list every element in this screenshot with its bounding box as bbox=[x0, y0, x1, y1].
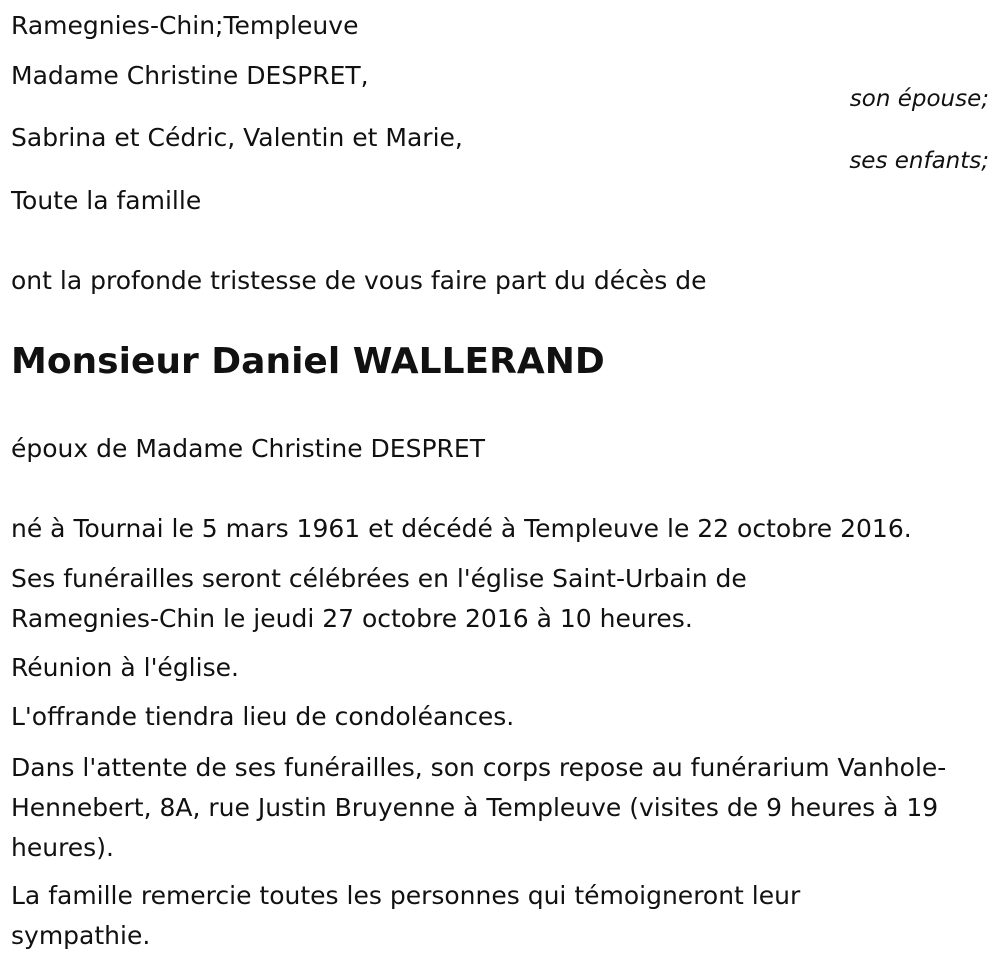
family-member-name: Madame Christine DESPRET, bbox=[11, 61, 369, 90]
offering-line: L'offrande tiendra lieu de condoléances. bbox=[11, 702, 515, 731]
viewing-paragraph: Dans l'attente de ses funérailles, son corps repose au funérarium Vanhole-Hennebert, 8A, rue Justin Bruyenne à Templeuve (visites de 9 heures à 19 heures). bbox=[11, 753, 947, 862]
family-member-relation: ses enfants; bbox=[849, 148, 989, 174]
header-locations: Ramegnies-Chin;Templeuve bbox=[11, 11, 359, 40]
announcement-text: ont la profonde tristesse de vous faire part du décès de bbox=[11, 266, 707, 295]
family-member-relation: son épouse; bbox=[849, 86, 989, 112]
obituary-notice bbox=[11, 0, 989, 972]
family-member-children bbox=[11, 118, 989, 178]
family-member-spouse bbox=[11, 56, 989, 116]
spouse-line: époux de Madame Christine DESPRET bbox=[11, 434, 485, 463]
birth-death-line: né à Tournai le 5 mars 1961 et décédé à Templeuve le 22 octobre 2016. bbox=[11, 514, 912, 543]
meeting-line: Réunion à l'église. bbox=[11, 653, 239, 682]
thanks-paragraph: La famille remercie toutes les personnes qui témoigneront leur sympathie. bbox=[11, 881, 801, 950]
deceased-name: Monsieur Daniel WALLERAND bbox=[11, 341, 605, 382]
family-member-name: Sabrina et Cédric, Valentin et Marie, bbox=[11, 123, 463, 152]
funeral-paragraph: Ses funérailles seront célébrées en l'église Saint-Urbain de Ramegnies-Chin le jeudi 27 octobre 2016 à 10 heures. bbox=[11, 564, 747, 633]
family-member-extended: Toute la famille bbox=[11, 186, 202, 215]
